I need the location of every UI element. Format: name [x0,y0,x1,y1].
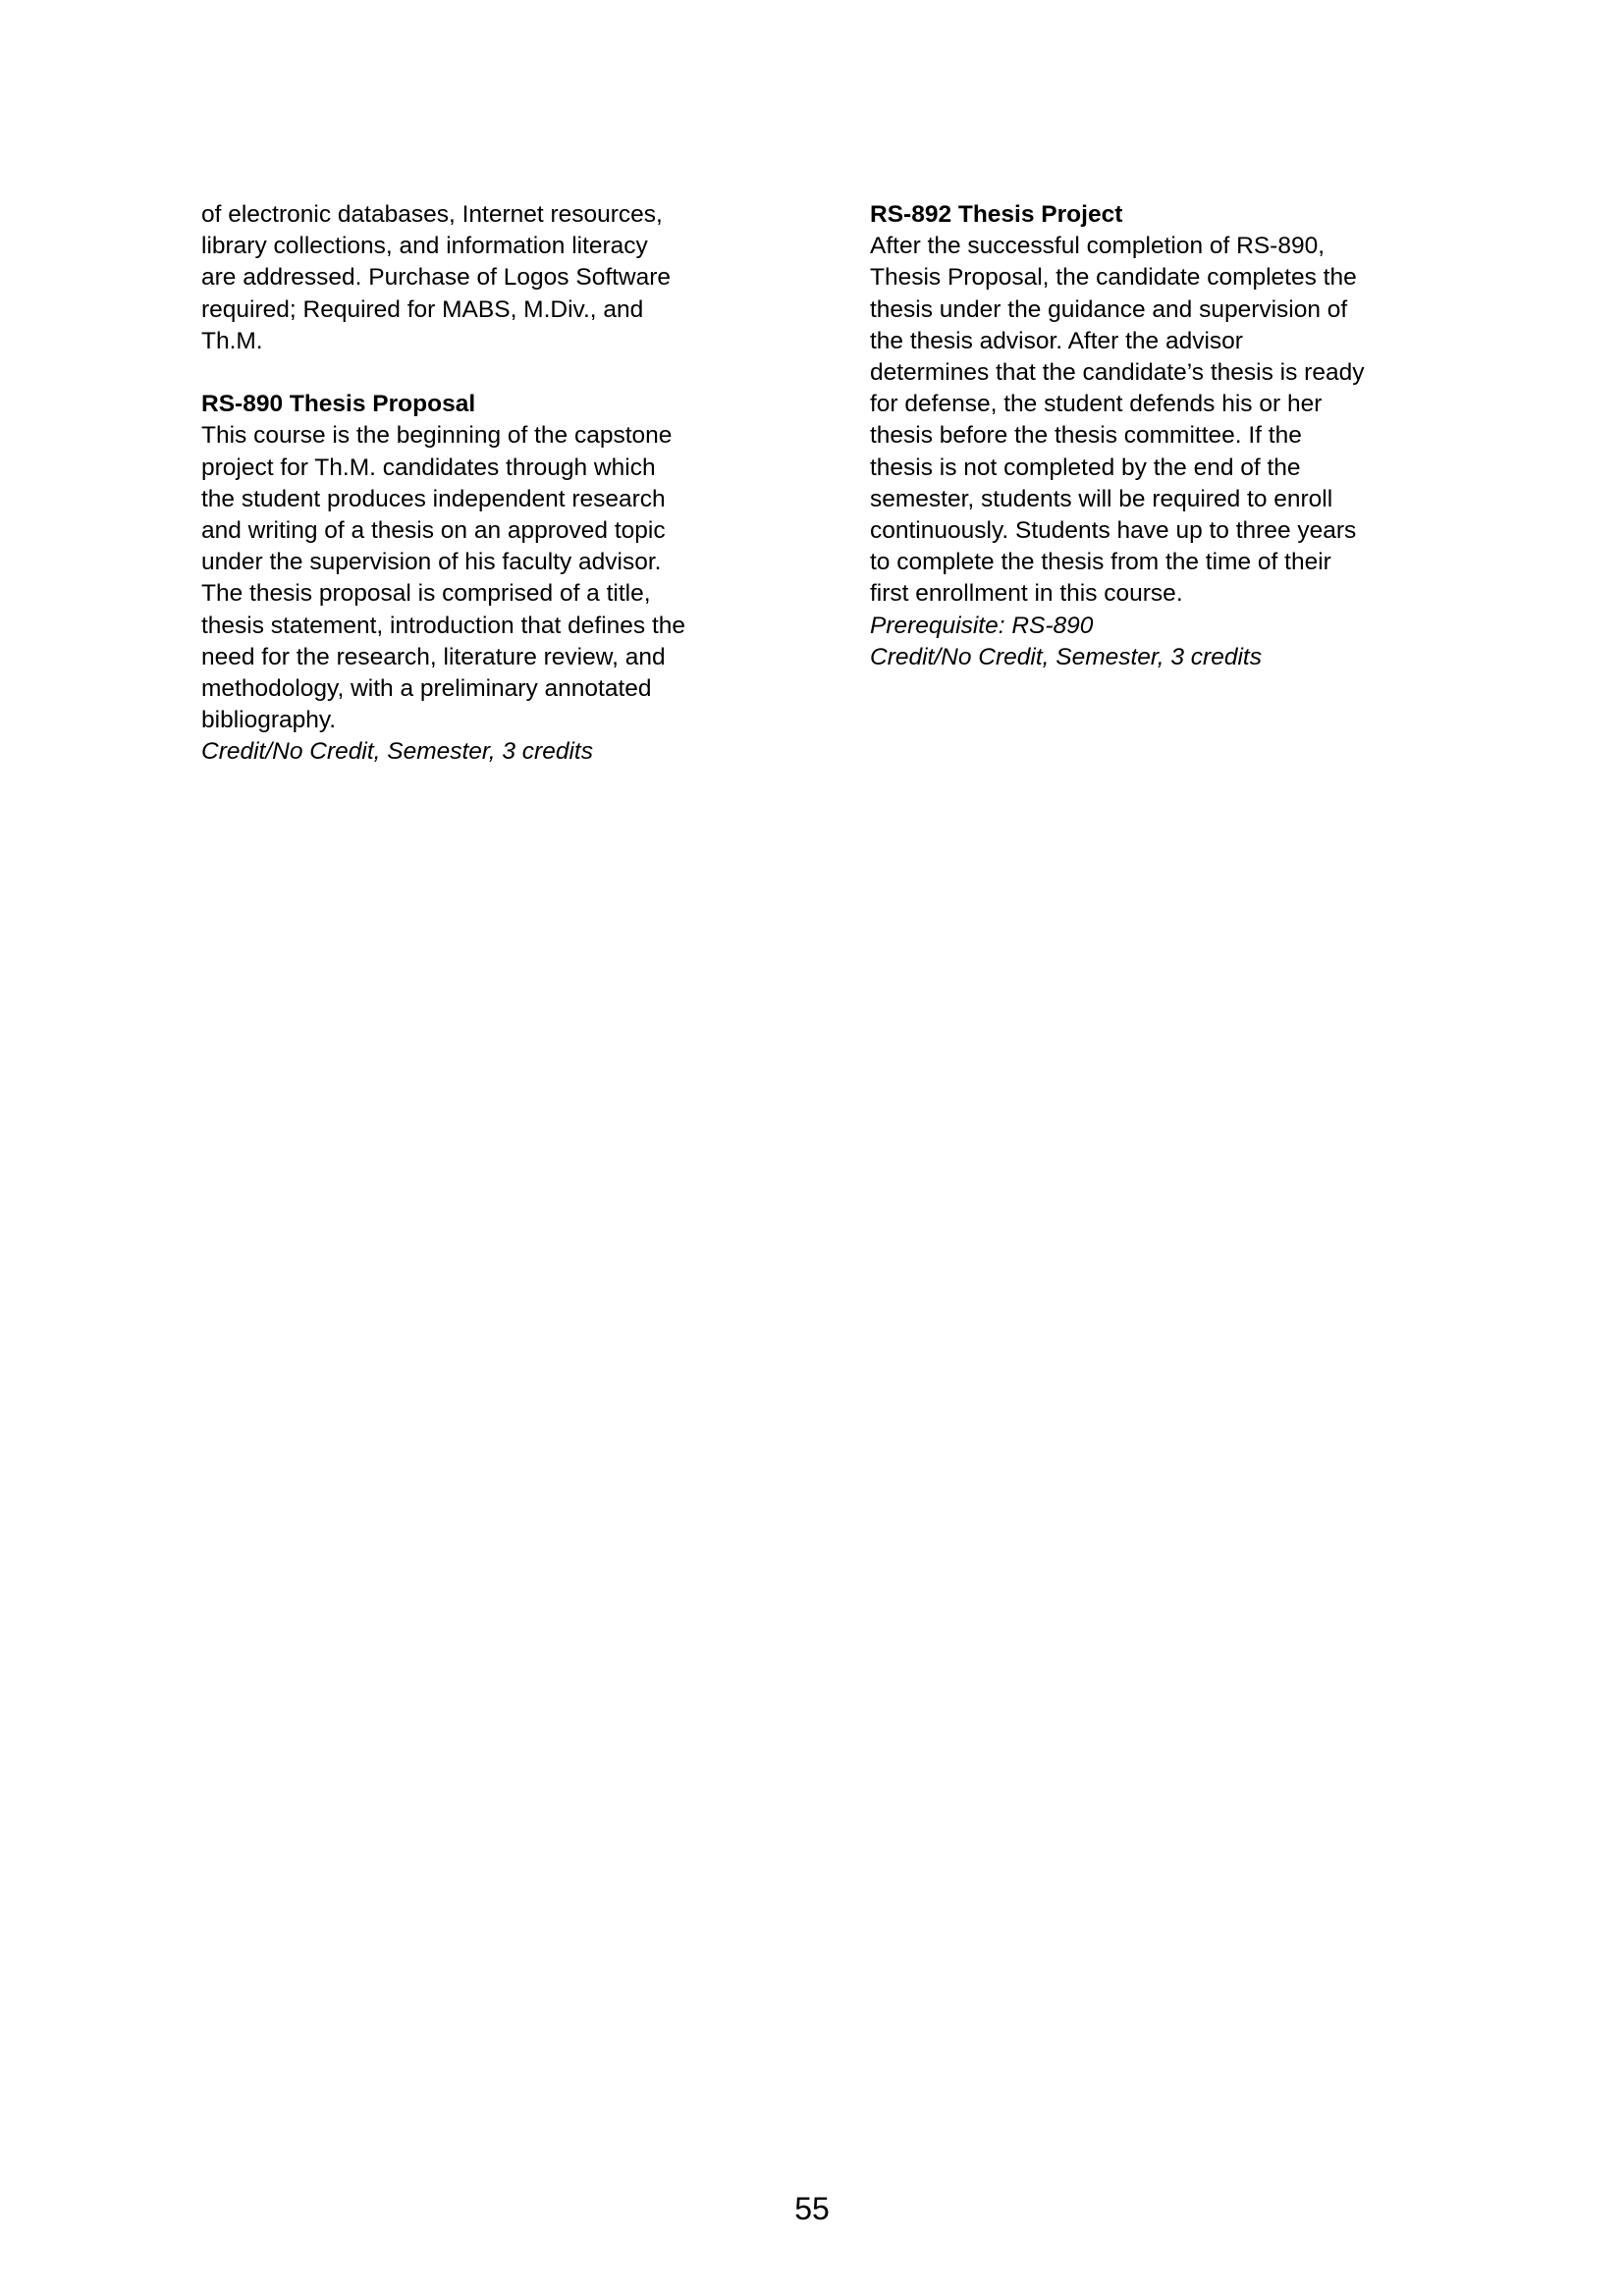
right-column [870,199,1439,673]
prerequisite: Prerequisite: RS-890 [870,612,1094,639]
page-number: 55 [794,2191,830,2226]
text-line: the student produces independent research [201,485,666,512]
text-line: of electronic databases, Internet resources, [201,201,663,228]
text-line: determines that the candidate’s thesis is ready [870,359,1365,387]
text-line: Th.M. [201,327,263,354]
course-entry-rs-890 [201,389,771,768]
credit-info: Credit/No Credit, Semester, 3 credits [870,643,1262,670]
text-line: thesis statement, introduction that defines the [201,612,686,639]
course-entry-rs-892 [870,199,1439,673]
course-title: RS-890 Thesis Proposal [201,391,476,418]
text-line: required; Required for MABS, M.Div., and [201,295,644,323]
text-line: This course is the beginning of the capstone [201,422,673,450]
continuation-paragraph [201,199,771,357]
text-line: semester, students will be required to enroll [870,485,1333,512]
text-line: thesis under the guidance and supervision of [870,295,1348,323]
text-line: library collections, and information literacy [201,233,648,260]
text-line: methodology, with a preliminary annotated [201,675,652,703]
text-line: thesis before the thesis committee. If the [870,422,1302,450]
text-line: first enrollment in this course. [870,580,1183,608]
text-line: for defense, the student defends his or her [870,391,1323,418]
text-line: to complete the thesis from the time of their [870,549,1331,576]
text-line: thesis is not completed by the end of the [870,454,1301,481]
credit-info: Credit/No Credit, Semester, 3 credits [201,738,593,766]
text-line: need for the research, literature review, and [201,643,666,670]
left-column [201,199,771,769]
text-line: project for Th.M. candidates through which [201,454,656,481]
text-line: The thesis proposal is comprised of a title, [201,580,651,608]
text-line: Thesis Proposal, the candidate completes the [870,264,1357,292]
text-line: are addressed. Purchase of Logos Software [201,264,672,292]
text-line: the thesis advisor. After the advisor [870,327,1243,354]
text-line: under the supervision of his faculty advisor. [201,549,662,576]
text-line: continuously. Students have up to three years [870,517,1357,545]
paragraph-spacer [201,357,771,389]
text-line: bibliography. [201,707,337,734]
text-line: After the successful completion of RS-890, [870,233,1325,260]
course-title: RS-892 Thesis Project [870,201,1123,228]
text-line: and writing of a thesis on an approved topic [201,517,666,545]
